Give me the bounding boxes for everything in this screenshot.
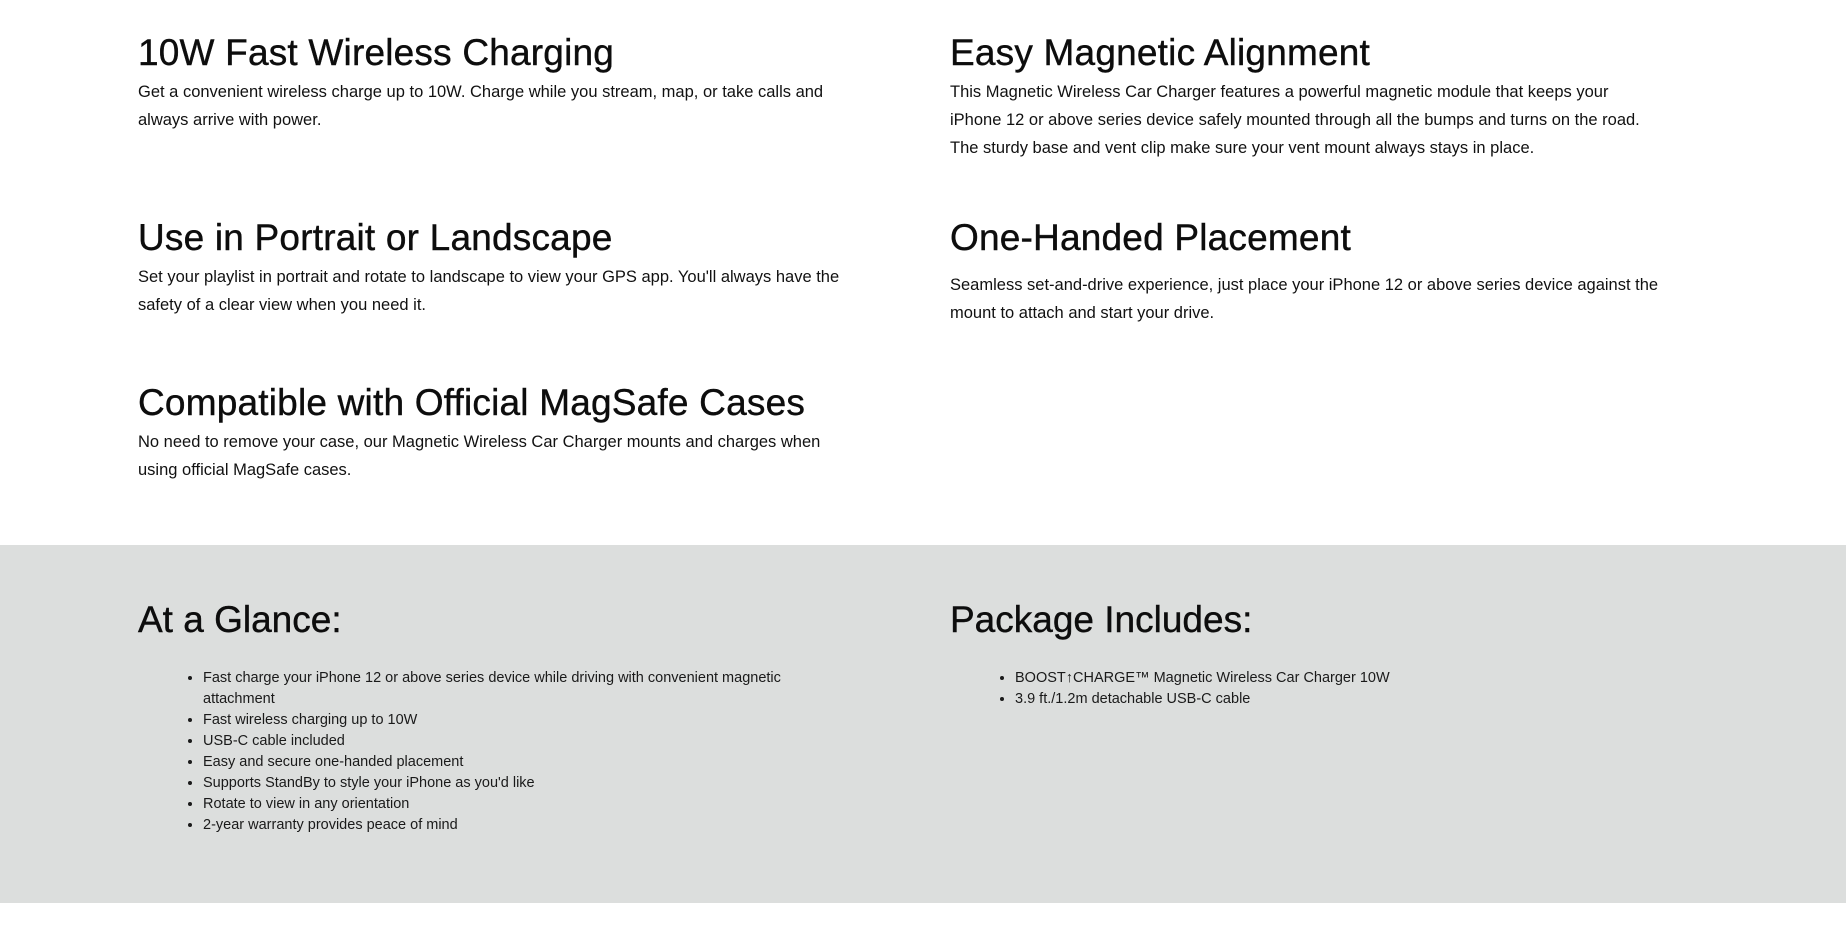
- feature-description: No need to remove your case, our Magnetic Wireless Car Charger mounts and charges when using official MagSafe cases.: [138, 433, 821, 479]
- feature-title: Easy Magnetic Alignment: [950, 32, 1371, 73]
- feature-wireless-charging: [138, 31, 858, 134]
- page-bottom-spacer: [0, 903, 1846, 926]
- feature-one-handed-placement: [950, 216, 1660, 327]
- at-a-glance-list: [138, 668, 783, 836]
- feature-magnetic-alignment: [950, 31, 1660, 162]
- list-item: • BOOST↑CHARGE™ Magnetic Wireless Car Charger 10W: [1015, 668, 1670, 689]
- at-a-glance: [138, 598, 858, 836]
- package-includes: [950, 598, 1670, 710]
- list-item: • USB-C cable included: [203, 731, 783, 752]
- feature-description: This Magnetic Wireless Car Charger features a powerful magnetic module that keeps your iPhone 12 or above series device safely mounted through all the bumps and turns on the road. The sturdy base and vent clip make sure your vent mount always stays in place.: [950, 83, 1640, 157]
- feature-magsafe-compatible: [138, 381, 858, 484]
- feature-title: Use in Portrait or Landscape: [138, 217, 613, 258]
- list-item: • Easy and secure one-handed placement: [203, 752, 783, 773]
- list-item: • Fast wireless charging up to 10W: [203, 710, 783, 731]
- package-includes-title: Package Includes:: [950, 599, 1253, 640]
- specs-section: [0, 545, 1846, 903]
- feature-title: 10W Fast Wireless Charging: [138, 32, 615, 73]
- at-a-glance-title: At a Glance:: [138, 599, 342, 640]
- feature-description: Set your playlist in portrait and rotate to landscape to view your GPS app. You'll always have the safety of a clear view when you need it.: [138, 268, 840, 314]
- feature-title: Compatible with Official MagSafe Cases: [138, 382, 806, 423]
- package-includes-list: [950, 668, 1670, 710]
- list-item: • Supports StandBy to style your iPhone as you'd like: [203, 773, 783, 794]
- feature-description: Seamless set-and-drive experience, just place your iPhone 12 or above series device against the mount to attach and start your drive.: [950, 276, 1659, 322]
- list-item: • Fast charge your iPhone 12 or above series device while driving with convenient magnetic attachment: [203, 668, 783, 710]
- feature-description: Get a convenient wireless charge up to 10W. Charge while you stream, map, or take calls and always arrive with power.: [138, 83, 824, 129]
- list-item: • 3.9 ft./1.2m detachable USB-C cable: [1015, 689, 1670, 710]
- feature-title: One-Handed Placement: [950, 217, 1351, 258]
- feature-portrait-landscape: [138, 216, 858, 319]
- list-item: • 2-year warranty provides peace of mind: [203, 815, 783, 836]
- list-item: • Rotate to view in any orientation: [203, 794, 783, 815]
